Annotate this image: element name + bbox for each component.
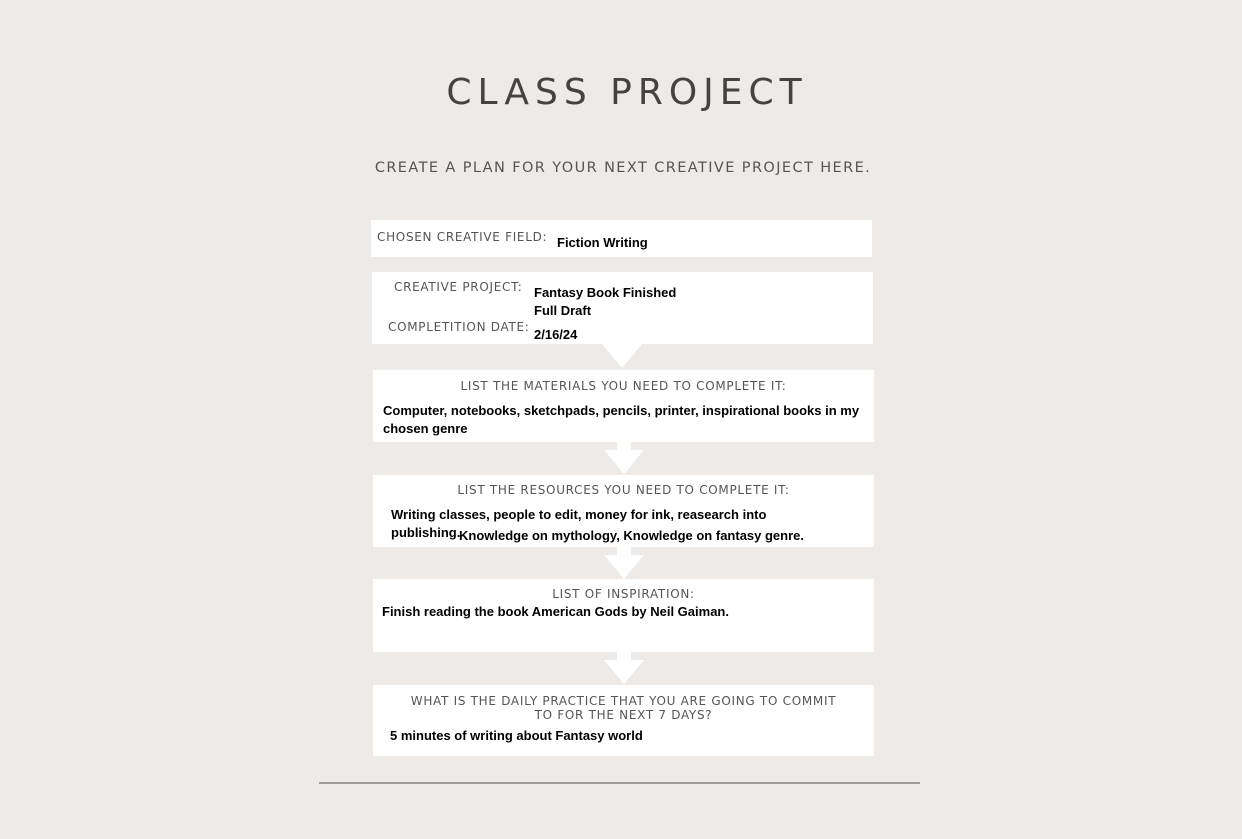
- creative-field-value[interactable]: Fiction Writing: [557, 235, 648, 250]
- materials-value[interactable]: Computer, notebooks, sketchpads, pencils, printer, inspirational books in my chosen genre: [383, 403, 860, 436]
- creative-field-label: CHOSEN CREATIVE FIELD:: [377, 230, 548, 244]
- inspiration-label: LIST OF INSPIRATION:: [552, 587, 695, 601]
- creative-project-value-line2[interactable]: Full Draft: [534, 303, 592, 318]
- inspiration-value[interactable]: Finish reading the book American Gods by Neil Gaiman.: [382, 604, 729, 619]
- materials-label: LIST THE MATERIALS YOU NEED TO COMPLETE IT:: [460, 379, 787, 393]
- page-subtitle: CREATE A PLAN FOR YOUR NEXT CREATIVE PROJECT HERE.: [374, 160, 872, 176]
- materials-box: [373, 370, 874, 442]
- flow-arrow-1: [602, 344, 642, 368]
- flow-arrow-2: [604, 450, 644, 474]
- completion-date-value[interactable]: 2/16/24: [534, 327, 578, 342]
- creative-project-value-line1[interactable]: Fantasy Book Finished: [534, 285, 677, 300]
- flow-arrow-3: [604, 555, 644, 579]
- daily-practice-value[interactable]: 5 minutes of writing about Fantasy world: [390, 728, 643, 743]
- inspiration-box: [373, 579, 874, 652]
- daily-practice-label: WHAT IS THE DAILY PRACTICE THAT YOU ARE GOING TO COMMIT TO FOR THE NEXT 7 DAYS?: [410, 694, 837, 722]
- resources-value-line1[interactable]: Writing classes, people to edit, money for ink, reasearch into: [391, 507, 767, 522]
- resources-value-line2a[interactable]: publishing.: [391, 525, 461, 540]
- creative-project-label: CREATIVE PROJECT:: [394, 280, 523, 294]
- creative-project-box: [372, 272, 873, 344]
- completion-date-label: COMPLETITION DATE:: [388, 320, 530, 334]
- flow-stem-2: [617, 442, 631, 450]
- flow-arrow-4: [604, 660, 644, 684]
- flow-stem-3: [617, 547, 631, 555]
- page-title: CLASS PROJECT: [446, 72, 808, 113]
- bottom-divider: [319, 782, 920, 784]
- resources-label: LIST THE RESOURCES YOU NEED TO COMPLETE IT:: [457, 483, 790, 497]
- resources-box: [373, 475, 874, 547]
- daily-practice-box: [373, 685, 874, 756]
- resources-value-line2b[interactable]: Knowledge on mythology, Knowledge on fantasy genre.: [459, 528, 805, 543]
- flow-stem-4: [617, 652, 631, 660]
- creative-field-box: [371, 220, 872, 257]
